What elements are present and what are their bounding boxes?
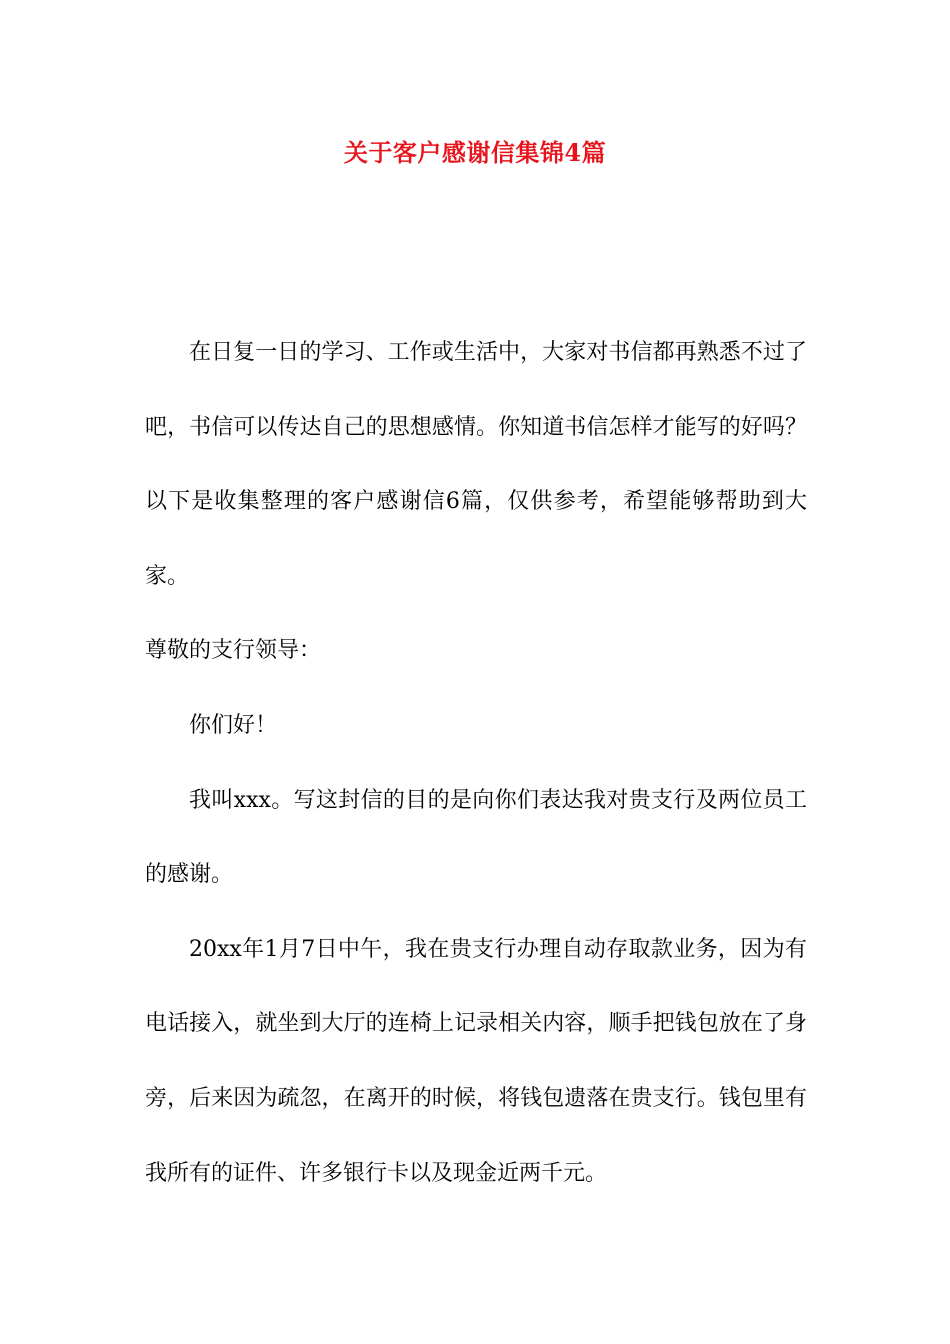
greeting: 你们好！ xyxy=(189,712,278,738)
letter-paragraph-1: 我叫xxx。写这封信的目的是向你们表达我对贵支行及两位员工的感谢。 xyxy=(145,787,807,888)
salutation: 尊敬的支行领导： xyxy=(145,638,322,664)
letter-paragraph-2: 20xx年1月7日中午，我在贵支行办理自动存取款业务，因为有电话接入，就坐到大厅的连椅上记录相关内容，顺手把钱包放在了身旁，后来因为疏忽，在离开的时候，将钱包遗落在贵支行。钱包里有我所有的证件、许多银行卡以及现金近两千元。 xyxy=(145,936,807,1186)
document-title: 关于客户感谢信集锦4篇 xyxy=(343,138,607,167)
document-body xyxy=(145,316,807,1211)
intro-paragraph: 在日复一日的学习、工作或生活中，大家对书信都再熟悉不过了吧，书信可以传达自己的思想感情。你知道书信怎样才能写的好吗？以下是收集整理的客户感谢信6篇，仅供参考，希望能够帮助到大家。 xyxy=(145,340,807,589)
